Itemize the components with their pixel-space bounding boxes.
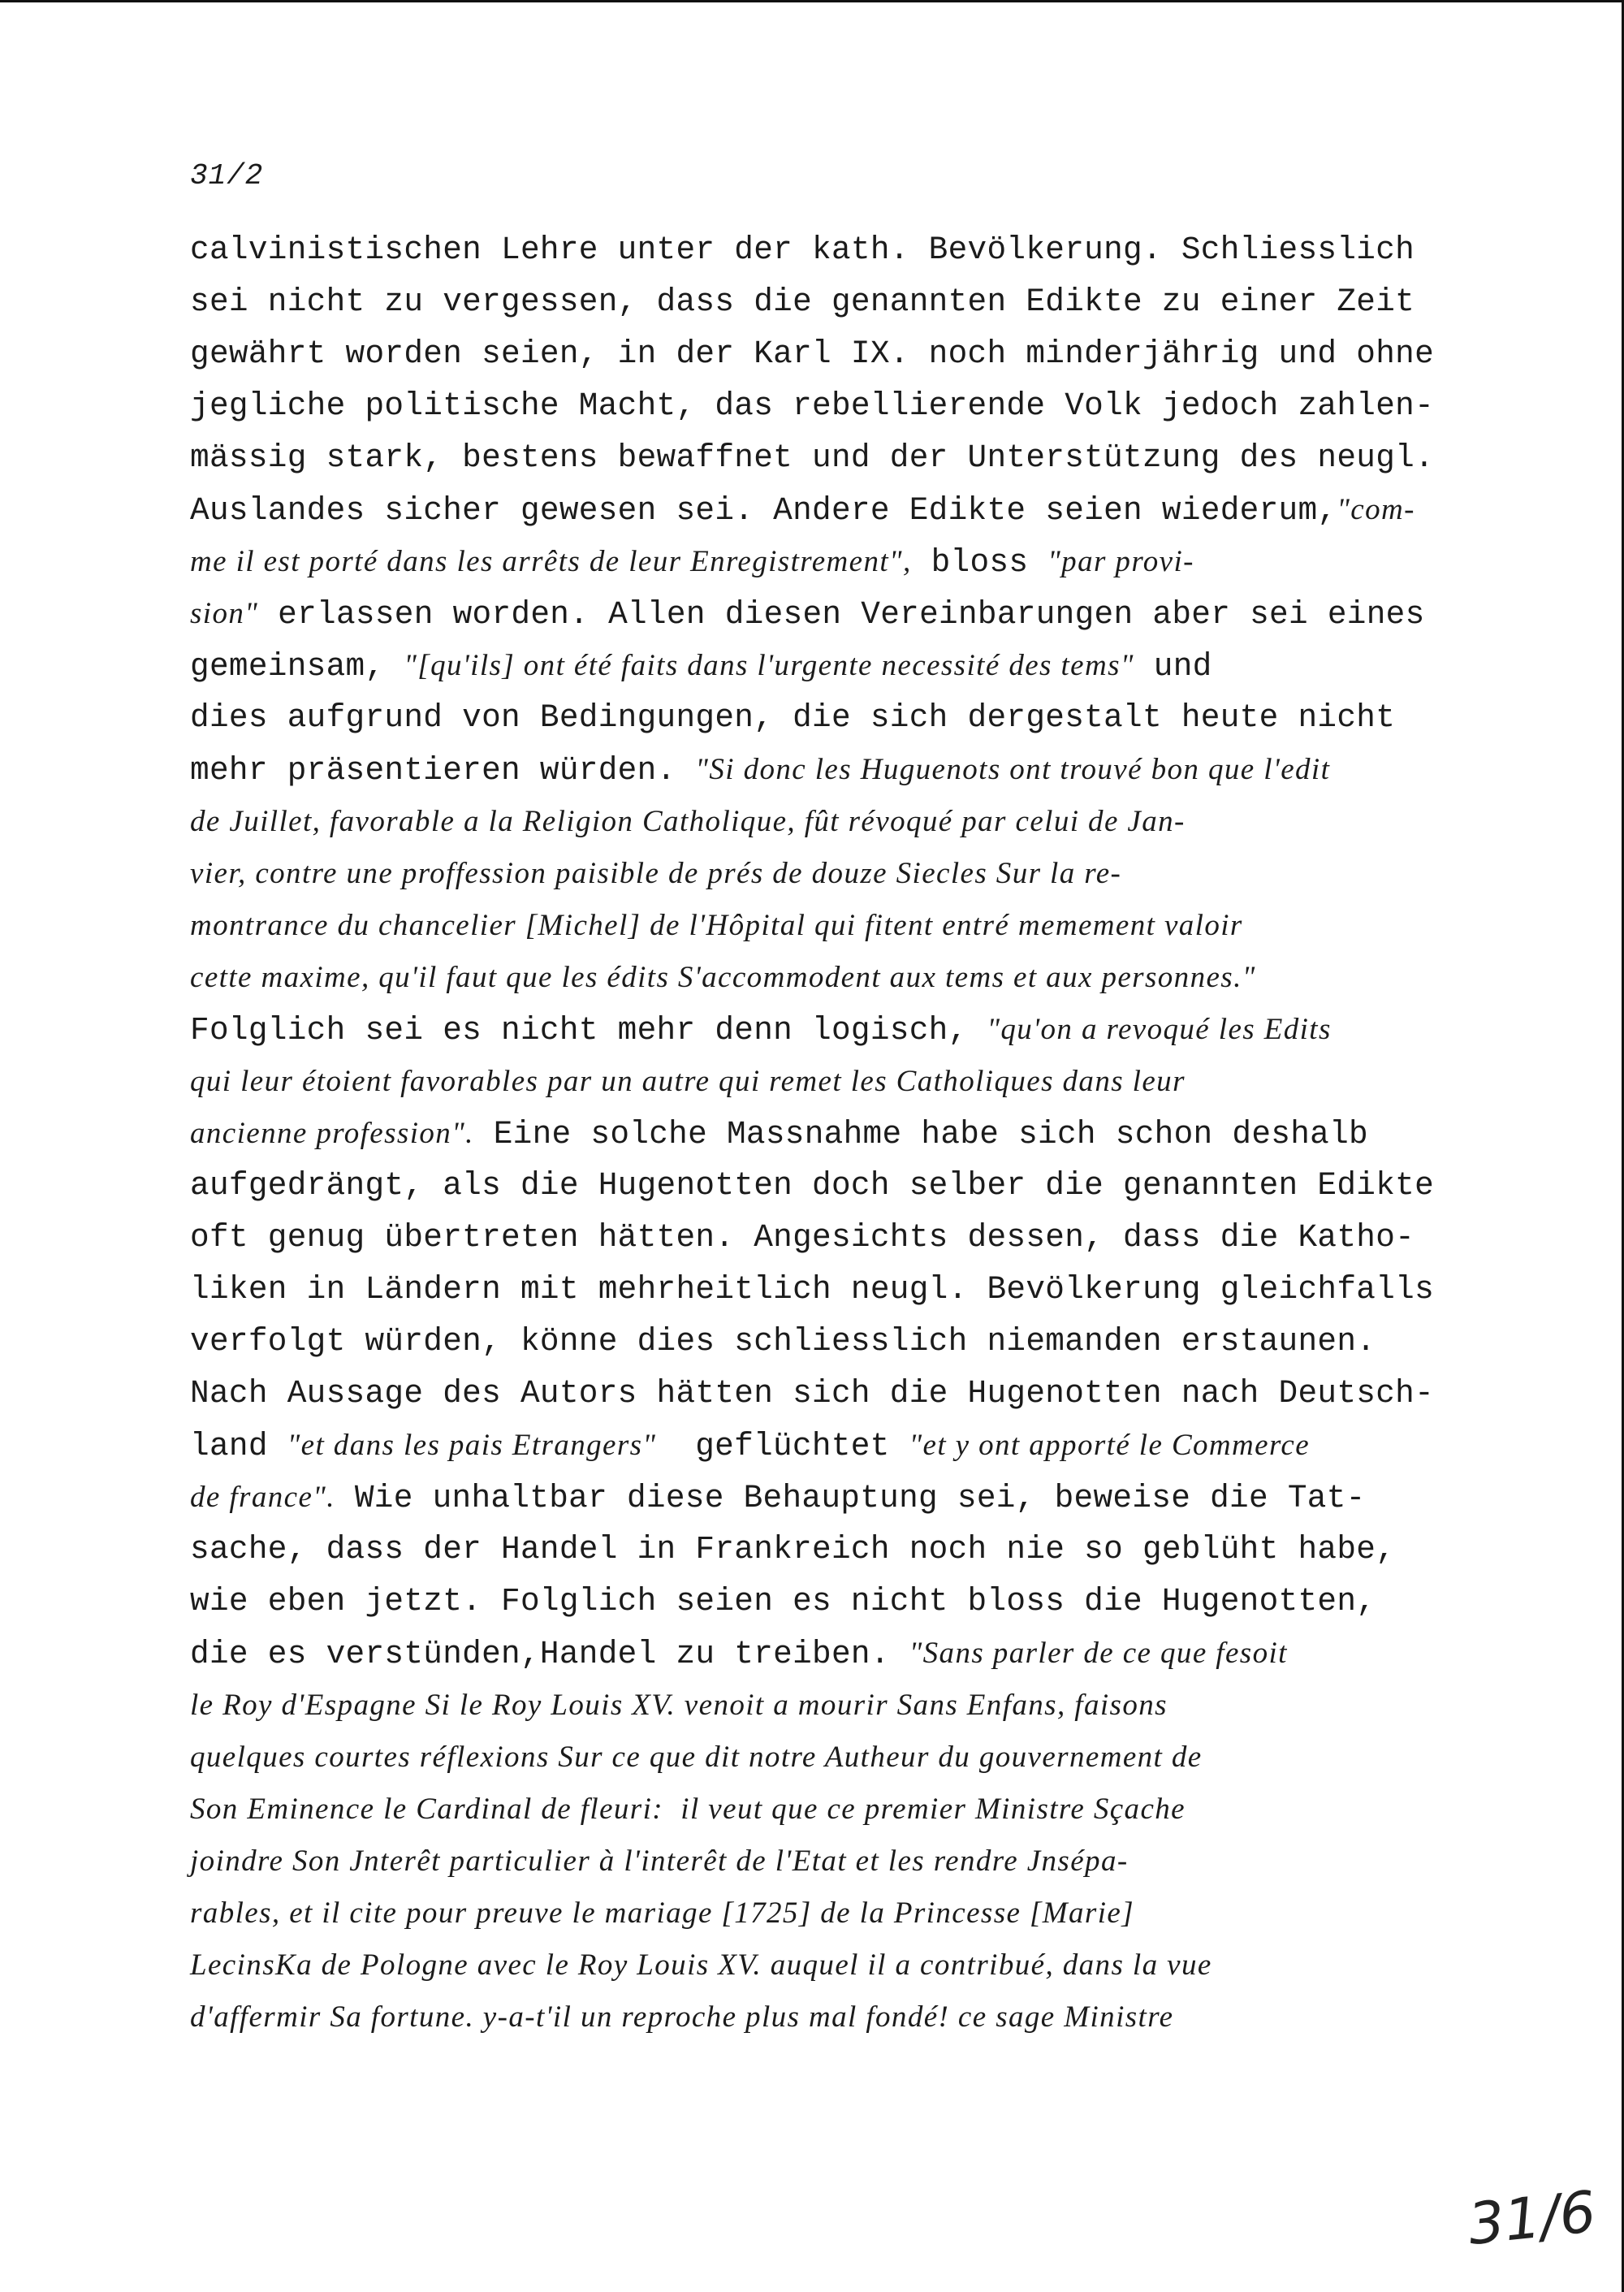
text-line	[190, 1940, 1570, 1991]
quoted-french-text: sion"	[190, 597, 259, 630]
text-line	[190, 1420, 1570, 1472]
quoted-french-text: montrance du chancelier [Michel] de l'Hôpital qui fitent entré memement valoir	[190, 909, 1243, 942]
quoted-french-text: "qu'on a revoqué les Edits	[987, 1013, 1332, 1046]
german-text: Wie unhaltbar diese Behauptung sei, beweise die Tat-	[335, 1480, 1366, 1516]
german-text: liken in Ländern mit mehrheitlich neugl. Bevölkerung gleichfalls	[190, 1271, 1435, 1308]
quoted-french-text: qui leur étoient favorables par un autre qui remet les Catholiques dans leur	[190, 1065, 1186, 1098]
quoted-french-text: joindre Son Jnterêt particulier à l'interêt de l'Etat et les rendre Jnsépa-	[190, 1844, 1129, 1878]
german-text: wie eben jetzt. Folglich seien es nicht bloss die Hugenotten,	[190, 1583, 1376, 1620]
text-line	[190, 588, 1570, 640]
german-text: jegliche politische Macht, das rebellierende Volk jedoch zahlen-	[190, 387, 1435, 424]
german-text: bloss	[911, 544, 1048, 581]
handwritten-folio-number: 31/6	[1465, 2178, 1600, 2258]
text-line	[190, 224, 1570, 276]
quoted-french-text: "Si donc les Huguenots ont trouvé bon que l'edit	[695, 753, 1331, 786]
quoted-french-text: d'affermir Sa fortune. y-a-t'il un reproche plus mal fondé! ce sage Ministre	[190, 2000, 1174, 2034]
text-line	[190, 1628, 1570, 1680]
text-line	[190, 1316, 1570, 1368]
text-line	[190, 796, 1570, 848]
german-text: sache, dass der Handel in Frankreich noch nie so geblüht habe,	[190, 1531, 1396, 1568]
text-line	[190, 1160, 1570, 1212]
text-line	[190, 900, 1570, 952]
quoted-french-text: "com-	[1337, 493, 1415, 526]
text-line	[190, 1576, 1570, 1628]
text-line	[190, 1732, 1570, 1784]
text-line	[190, 848, 1570, 900]
text-line	[190, 692, 1570, 744]
text-line	[190, 1524, 1570, 1576]
text-line	[190, 640, 1570, 692]
body-text	[190, 224, 1570, 2043]
german-text: geflüchtet	[656, 1428, 909, 1464]
quoted-french-text: Son Eminence le Cardinal de fleuri: il veut que ce premier Ministre Sçache	[190, 1793, 1186, 1826]
text-line	[190, 1472, 1570, 1524]
text-line	[190, 1991, 1570, 2043]
quoted-french-text: quelques courtes réflexions Sur ce que dit notre Autheur du gouvernement de	[190, 1741, 1203, 1774]
german-text: Auslandes sicher gewesen sei. Andere Edikte seien wiederum,	[190, 492, 1337, 529]
text-line	[190, 536, 1570, 588]
german-text: land	[190, 1428, 287, 1464]
german-text: Nach Aussage des Autors hätten sich die Hugenotten nach Deutsch-	[190, 1375, 1435, 1412]
quoted-french-text: vier, contre une proffession paisible de prés de douze Siecles Sur la re-	[190, 857, 1122, 890]
text-line	[190, 1836, 1570, 1888]
quoted-french-text: rables, et il cite pour preuve le mariage [1725] de la Princesse [Marie]	[190, 1896, 1134, 1930]
quoted-french-text: LecinsKa de Pologne avec le Roy Louis XV. auquel il a contribué, dans la vue	[190, 1948, 1212, 1982]
text-line	[190, 744, 1570, 796]
text-line	[190, 276, 1570, 328]
quoted-french-text: "Sans parler de ce que fesoit	[909, 1637, 1288, 1670]
text-line	[190, 1680, 1570, 1732]
german-text: aufgedrängt, als die Hugenotten doch selber die genannten Edikte	[190, 1167, 1435, 1204]
quoted-french-text: "par provi-	[1047, 545, 1194, 578]
text-line	[190, 952, 1570, 1004]
german-text: calvinistischen Lehre unter der kath. Bevölkerung. Schliesslich	[190, 231, 1415, 268]
german-text: mässig stark, bestens bewaffnet und der Unterstützung des neugl.	[190, 439, 1435, 476]
page-number: 31/2	[190, 159, 264, 192]
german-text: Eine solche Massnahme habe sich schon deshalb	[473, 1116, 1368, 1152]
german-text: oft genug übertreten hätten. Angesichts dessen, dass die Katho-	[190, 1219, 1415, 1256]
quoted-french-text: ancienne profession".	[190, 1117, 474, 1150]
quoted-french-text: me il est porté dans les arrêts de leur Enregistrement",	[190, 545, 912, 578]
text-line	[190, 1368, 1570, 1420]
quoted-french-text: cette maxime, qu'il faut que les édits S'accommodent aux tems et aux personnes."	[190, 961, 1256, 994]
text-line	[190, 1212, 1570, 1264]
quoted-french-text: "et y ont apporté le Commerce	[909, 1429, 1311, 1462]
text-line	[190, 1056, 1570, 1108]
text-line	[190, 1888, 1570, 1940]
text-line	[190, 1264, 1570, 1316]
german-text: gewährt worden seien, in der Karl IX. noch minderjährig und ohne	[190, 335, 1435, 372]
quoted-french-text: "et dans les pais Etrangers"	[287, 1429, 657, 1462]
text-line	[190, 1004, 1570, 1056]
page-top-edge	[0, 0, 1624, 2]
quoted-french-text: le Roy d'Espagne Si le Roy Louis XV. venoit a mourir Sans Enfans, faisons	[190, 1689, 1168, 1722]
text-line	[190, 328, 1570, 380]
german-text: Folglich sei es nicht mehr denn logisch,	[190, 1012, 987, 1049]
german-text: die es verstünden,Handel zu treiben.	[190, 1636, 909, 1672]
quoted-french-text: de Juillet, favorable a la Religion Catholique, fût révoqué par celui de Jan-	[190, 805, 1186, 838]
text-line	[190, 1108, 1570, 1160]
text-line	[190, 380, 1570, 432]
text-line	[190, 432, 1570, 484]
text-line	[190, 1784, 1570, 1836]
german-text: und	[1134, 648, 1212, 685]
german-text: verfolgt würden, könne dies schliesslich niemanden erstaunen.	[190, 1323, 1376, 1360]
german-text: sei nicht zu vergessen, dass die genannten Edikte zu einer Zeit	[190, 283, 1415, 320]
german-text: gemeinsam,	[190, 648, 404, 685]
text-line	[190, 484, 1570, 536]
german-text: erlassen worden. Allen diesen Vereinbarungen aber sei eines	[258, 596, 1425, 633]
quoted-french-text: "[qu'ils] ont été faits dans l'urgente necessité des tems"	[404, 649, 1134, 682]
german-text: dies aufgrund von Bedingungen, die sich dergestalt heute nicht	[190, 699, 1396, 736]
quoted-french-text: de france".	[190, 1481, 335, 1514]
german-text: mehr präsentieren würden.	[190, 752, 696, 789]
